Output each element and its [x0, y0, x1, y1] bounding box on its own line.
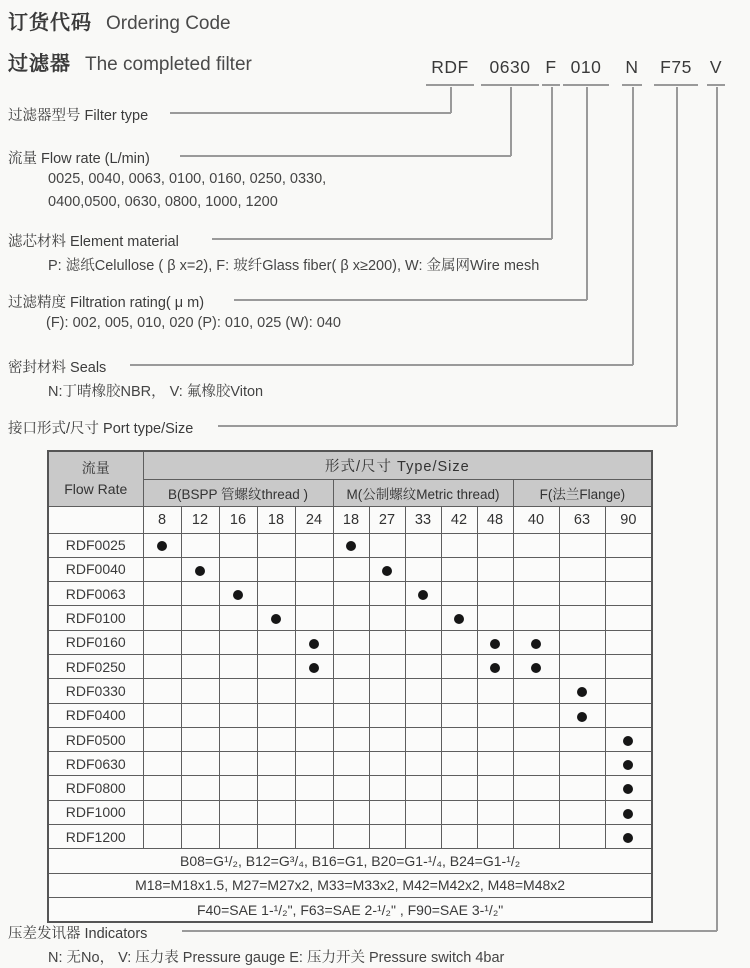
- blank-header-cell: [48, 506, 143, 533]
- availability-dot: [454, 614, 464, 624]
- filtration-rating-options: (F): 002, 005, 010, 020 (P): 010, 025 (W): 040: [46, 315, 341, 331]
- connector-line: [212, 238, 552, 240]
- model-cell: RDF0400: [48, 703, 143, 727]
- availability-cell: [219, 727, 257, 751]
- availability-cell: [477, 727, 513, 751]
- connector-line: [182, 930, 717, 932]
- availability-cell: [513, 825, 559, 849]
- group-header-bspp: B(BSPP 管螺纹thread ): [143, 479, 333, 506]
- availability-cell: [369, 630, 405, 654]
- availability-cell: [559, 776, 605, 800]
- availability-cell: [559, 533, 605, 557]
- model-cell: RDF0100: [48, 606, 143, 630]
- page-title-en: Ordering Code: [106, 13, 231, 34]
- availability-cell: [219, 825, 257, 849]
- size-header: 27: [369, 506, 405, 533]
- availability-cell: [369, 727, 405, 751]
- availability-cell: [513, 582, 559, 606]
- availability-cell: [333, 703, 369, 727]
- corner-header-zh: 流量: [81, 460, 110, 477]
- availability-cell: [181, 727, 219, 751]
- label-port-type-size: 接口形式/尺寸 Port type/Size: [8, 421, 194, 437]
- size-header: 12: [181, 506, 219, 533]
- availability-cell: [405, 630, 441, 654]
- availability-cell: [441, 557, 477, 581]
- availability-dot: [271, 614, 281, 624]
- group-header-metric: M(公制螺纹Metric thread): [333, 479, 513, 506]
- availability-cell: [513, 630, 559, 654]
- availability-cell: [513, 727, 559, 751]
- code-underline: [654, 84, 698, 86]
- availability-cell: [559, 606, 605, 630]
- availability-dot: [309, 663, 319, 673]
- thread-note: M18=M18x1.5, M27=M27x2, M33=M33x2, M42=M42x2, M48=M48x2: [48, 873, 652, 897]
- flow-rate-values-1: 0025, 0040, 0063, 0100, 0160, 0250, 0330,: [48, 171, 327, 187]
- availability-cell: [559, 825, 605, 849]
- availability-cell: [181, 752, 219, 776]
- availability-cell: [369, 703, 405, 727]
- availability-cell: [477, 800, 513, 824]
- availability-cell: [295, 679, 333, 703]
- page-title: [8, 6, 231, 35]
- availability-cell: [559, 752, 605, 776]
- availability-cell: [405, 654, 441, 678]
- connector-line: [218, 425, 677, 427]
- availability-cell: [513, 533, 559, 557]
- availability-cell: [181, 630, 219, 654]
- connector-line: [716, 87, 718, 931]
- availability-cell: [219, 557, 257, 581]
- code-underline: [563, 84, 609, 86]
- availability-cell: [143, 606, 181, 630]
- availability-cell: [559, 703, 605, 727]
- availability-cell: [369, 533, 405, 557]
- availability-cell: [333, 727, 369, 751]
- availability-cell: [559, 679, 605, 703]
- availability-cell: [369, 582, 405, 606]
- connector-line: [676, 87, 678, 426]
- availability-dot: [233, 590, 243, 600]
- availability-cell: [605, 533, 652, 557]
- thread-note: F40=SAE 1-¹/₂", F63=SAE 2-¹/₂" , F90=SAE 3-¹/₂": [48, 897, 652, 922]
- availability-cell: [143, 630, 181, 654]
- availability-cell: [257, 654, 295, 678]
- availability-cell: [295, 752, 333, 776]
- model-cell: RDF1000: [48, 800, 143, 824]
- availability-cell: [257, 557, 295, 581]
- availability-cell: [369, 776, 405, 800]
- connector-line: [632, 87, 634, 365]
- availability-cell: [441, 800, 477, 824]
- availability-cell: [181, 679, 219, 703]
- availability-cell: [605, 679, 652, 703]
- availability-cell: [143, 727, 181, 751]
- availability-cell: [143, 752, 181, 776]
- code-underline: [542, 84, 560, 86]
- group-header-flange: F(法兰Flange): [513, 479, 652, 506]
- availability-cell: [605, 752, 652, 776]
- availability-cell: [181, 557, 219, 581]
- table-row: [48, 557, 652, 581]
- availability-cell: [513, 606, 559, 630]
- connector-line: [234, 299, 587, 301]
- availability-cell: [219, 582, 257, 606]
- availability-cell: [257, 800, 295, 824]
- connector-line: [450, 87, 452, 113]
- availability-cell: [605, 703, 652, 727]
- table-row: [48, 752, 652, 776]
- code-segment-filter-type: RDF: [431, 57, 469, 77]
- availability-cell: [559, 582, 605, 606]
- availability-cell: [605, 630, 652, 654]
- availability-dot: [531, 639, 541, 649]
- availability-cell: [441, 630, 477, 654]
- code-segment-port: F75: [660, 57, 692, 77]
- indicators-options: N: 无No， V: 压力表 Pressure gauge E: 压力开关 Pressure switch 4bar: [48, 950, 505, 966]
- type-size-header: 形式/尺寸 Type/Size: [143, 451, 652, 479]
- availability-cell: [333, 679, 369, 703]
- availability-cell: [333, 606, 369, 630]
- availability-dot: [418, 590, 428, 600]
- model-cell: RDF0063: [48, 582, 143, 606]
- availability-cell: [257, 533, 295, 557]
- availability-cell: [477, 654, 513, 678]
- availability-cell: [143, 825, 181, 849]
- availability-cell: [143, 776, 181, 800]
- label-seals: 密封材料 Seals: [8, 360, 107, 376]
- code-segment-flow-rate: 0630: [489, 57, 531, 77]
- connector-line: [586, 87, 588, 300]
- table-row: [48, 800, 652, 824]
- availability-cell: [143, 703, 181, 727]
- availability-cell: [219, 630, 257, 654]
- availability-cell: [477, 533, 513, 557]
- availability-cell: [333, 630, 369, 654]
- availability-cell: [257, 825, 295, 849]
- availability-dot: [157, 541, 167, 551]
- availability-cell: [295, 654, 333, 678]
- availability-cell: [441, 703, 477, 727]
- availability-cell: [559, 557, 605, 581]
- port-size-table: [47, 450, 653, 923]
- availability-cell: [369, 825, 405, 849]
- availability-cell: [257, 727, 295, 751]
- availability-dot: [490, 639, 500, 649]
- availability-cell: [513, 679, 559, 703]
- availability-cell: [181, 800, 219, 824]
- code-underline: [481, 84, 539, 86]
- page-title-zh: 订货代码: [8, 12, 92, 34]
- availability-cell: [181, 776, 219, 800]
- subtitle-zh: 过滤器: [8, 53, 71, 75]
- availability-dot: [577, 687, 587, 697]
- availability-cell: [405, 606, 441, 630]
- availability-cell: [219, 800, 257, 824]
- availability-cell: [181, 703, 219, 727]
- availability-cell: [257, 752, 295, 776]
- label-element-material: 滤芯材料 Element material: [8, 234, 179, 250]
- availability-cell: [405, 679, 441, 703]
- availability-cell: [219, 703, 257, 727]
- size-header: 42: [441, 506, 477, 533]
- table-row: [48, 606, 652, 630]
- availability-cell: [477, 825, 513, 849]
- connector-line: [130, 364, 633, 366]
- subtitle-en: The completed filter: [85, 54, 252, 75]
- availability-cell: [513, 752, 559, 776]
- availability-cell: [181, 606, 219, 630]
- availability-cell: [477, 752, 513, 776]
- availability-dot: [623, 784, 633, 794]
- availability-dot: [195, 566, 205, 576]
- availability-cell: [257, 776, 295, 800]
- availability-cell: [295, 582, 333, 606]
- availability-cell: [405, 776, 441, 800]
- availability-cell: [369, 679, 405, 703]
- availability-cell: [369, 557, 405, 581]
- availability-cell: [405, 533, 441, 557]
- code-underline: [707, 84, 725, 86]
- availability-cell: [605, 582, 652, 606]
- availability-cell: [513, 654, 559, 678]
- availability-dot: [623, 809, 633, 819]
- availability-cell: [143, 557, 181, 581]
- availability-cell: [333, 752, 369, 776]
- corner-header-en: Flow Rate: [64, 480, 128, 497]
- availability-cell: [605, 654, 652, 678]
- availability-cell: [295, 630, 333, 654]
- availability-cell: [605, 776, 652, 800]
- availability-cell: [333, 654, 369, 678]
- availability-cell: [405, 825, 441, 849]
- availability-cell: [405, 800, 441, 824]
- availability-cell: [441, 582, 477, 606]
- size-header: 63: [559, 506, 605, 533]
- availability-cell: [441, 533, 477, 557]
- table-row: [48, 630, 652, 654]
- label-filtration-rating: 过滤精度 Filtration rating( μ m): [8, 295, 205, 311]
- availability-cell: [257, 606, 295, 630]
- availability-cell: [605, 825, 652, 849]
- availability-cell: [441, 752, 477, 776]
- label-indicators: 压差发讯器 Indicators: [8, 926, 148, 942]
- availability-cell: [333, 557, 369, 581]
- size-header: 48: [477, 506, 513, 533]
- availability-cell: [477, 630, 513, 654]
- corner-header: [48, 451, 143, 506]
- model-cell: RDF0330: [48, 679, 143, 703]
- size-header: 40: [513, 506, 559, 533]
- availability-cell: [295, 606, 333, 630]
- availability-cell: [441, 727, 477, 751]
- availability-cell: [441, 776, 477, 800]
- availability-cell: [513, 776, 559, 800]
- section-subtitle: [8, 47, 252, 76]
- availability-cell: [257, 582, 295, 606]
- availability-cell: [513, 800, 559, 824]
- size-header: 16: [219, 506, 257, 533]
- model-cell: RDF0250: [48, 654, 143, 678]
- availability-cell: [559, 800, 605, 824]
- note-row: [48, 873, 652, 897]
- availability-cell: [143, 654, 181, 678]
- availability-cell: [513, 703, 559, 727]
- seals-options: N:丁晴橡胶NBR， V: 氟橡胶Viton: [48, 384, 264, 400]
- availability-cell: [333, 776, 369, 800]
- size-header: 18: [333, 506, 369, 533]
- availability-cell: [605, 557, 652, 581]
- table-row: [48, 679, 652, 703]
- availability-cell: [559, 630, 605, 654]
- model-cell: RDF0040: [48, 557, 143, 581]
- size-header: 33: [405, 506, 441, 533]
- model-cell: RDF1200: [48, 825, 143, 849]
- availability-cell: [257, 703, 295, 727]
- availability-cell: [181, 582, 219, 606]
- availability-cell: [405, 727, 441, 751]
- model-cell: RDF0800: [48, 776, 143, 800]
- table-row: [48, 582, 652, 606]
- connector-line: [180, 155, 511, 157]
- availability-cell: [477, 776, 513, 800]
- model-cell: RDF0500: [48, 727, 143, 751]
- availability-cell: [369, 752, 405, 776]
- availability-cell: [477, 679, 513, 703]
- availability-cell: [333, 800, 369, 824]
- availability-cell: [333, 533, 369, 557]
- availability-cell: [405, 703, 441, 727]
- table-row: [48, 533, 652, 557]
- model-cell: RDF0160: [48, 630, 143, 654]
- availability-dot: [382, 566, 392, 576]
- availability-dot: [623, 736, 633, 746]
- availability-dot: [490, 663, 500, 673]
- availability-cell: [143, 679, 181, 703]
- code-segment-indicator: V: [709, 57, 723, 77]
- availability-dot: [346, 541, 356, 551]
- thread-note: B08=G¹/₂, B12=G³/₄, B16=G1, B20=G1-¹/₄, B24=G1-¹/₂: [48, 849, 652, 873]
- size-header: 18: [257, 506, 295, 533]
- label-flow-rate: 流量 Flow rate (L/min): [8, 151, 150, 167]
- code-segment-filtration-rating: 010: [570, 57, 602, 77]
- availability-cell: [369, 800, 405, 824]
- availability-dot: [577, 712, 587, 722]
- availability-cell: [441, 606, 477, 630]
- availability-cell: [477, 606, 513, 630]
- note-row: [48, 897, 652, 922]
- availability-cell: [219, 752, 257, 776]
- code-segment-seals: N: [625, 57, 639, 77]
- availability-cell: [143, 533, 181, 557]
- availability-cell: [405, 557, 441, 581]
- connector-line: [551, 87, 553, 239]
- label-filter-type: 过滤器型号 Filter type: [8, 108, 149, 124]
- note-row: [48, 849, 652, 873]
- connector-line: [510, 87, 512, 156]
- model-cell: RDF0025: [48, 533, 143, 557]
- table-row: [48, 727, 652, 751]
- availability-cell: [295, 800, 333, 824]
- availability-cell: [369, 606, 405, 630]
- availability-cell: [559, 727, 605, 751]
- availability-cell: [441, 825, 477, 849]
- table-row: [48, 654, 652, 678]
- table-row: [48, 703, 652, 727]
- availability-cell: [143, 582, 181, 606]
- table-row: [48, 825, 652, 849]
- table-row: [48, 776, 652, 800]
- availability-cell: [513, 557, 559, 581]
- availability-cell: [405, 582, 441, 606]
- availability-cell: [219, 606, 257, 630]
- availability-cell: [333, 582, 369, 606]
- availability-dot: [623, 833, 633, 843]
- availability-dot: [309, 639, 319, 649]
- size-header: 24: [295, 506, 333, 533]
- availability-cell: [477, 703, 513, 727]
- availability-cell: [333, 825, 369, 849]
- availability-cell: [477, 557, 513, 581]
- code-segment-element-material: F: [545, 57, 557, 77]
- connector-line: [170, 112, 451, 114]
- availability-dot: [531, 663, 541, 673]
- availability-cell: [257, 630, 295, 654]
- availability-cell: [295, 703, 333, 727]
- model-cell: RDF0630: [48, 752, 143, 776]
- availability-cell: [295, 825, 333, 849]
- availability-cell: [295, 776, 333, 800]
- availability-cell: [181, 533, 219, 557]
- size-header: 90: [605, 506, 652, 533]
- availability-cell: [605, 800, 652, 824]
- availability-cell: [219, 654, 257, 678]
- availability-cell: [181, 654, 219, 678]
- availability-dot: [623, 760, 633, 770]
- availability-cell: [143, 800, 181, 824]
- availability-cell: [605, 727, 652, 751]
- availability-cell: [605, 606, 652, 630]
- availability-cell: [219, 533, 257, 557]
- element-material-options: P: 滤纸Celullose ( β x=2), F: 玻纤Glass fiber( β x≥200), W: 金属网Wire mesh: [48, 258, 540, 274]
- availability-cell: [295, 727, 333, 751]
- availability-cell: [559, 654, 605, 678]
- availability-cell: [181, 825, 219, 849]
- code-underline: [426, 84, 474, 86]
- size-header: 8: [143, 506, 181, 533]
- availability-cell: [295, 557, 333, 581]
- availability-cell: [369, 654, 405, 678]
- availability-cell: [477, 582, 513, 606]
- availability-cell: [441, 679, 477, 703]
- flow-rate-values-2: 0400,0500, 0630, 0800, 1000, 1200: [48, 194, 278, 210]
- availability-cell: [441, 654, 477, 678]
- availability-cell: [257, 679, 295, 703]
- availability-cell: [219, 679, 257, 703]
- code-underline: [622, 84, 642, 86]
- availability-cell: [295, 533, 333, 557]
- availability-cell: [219, 776, 257, 800]
- availability-cell: [405, 752, 441, 776]
